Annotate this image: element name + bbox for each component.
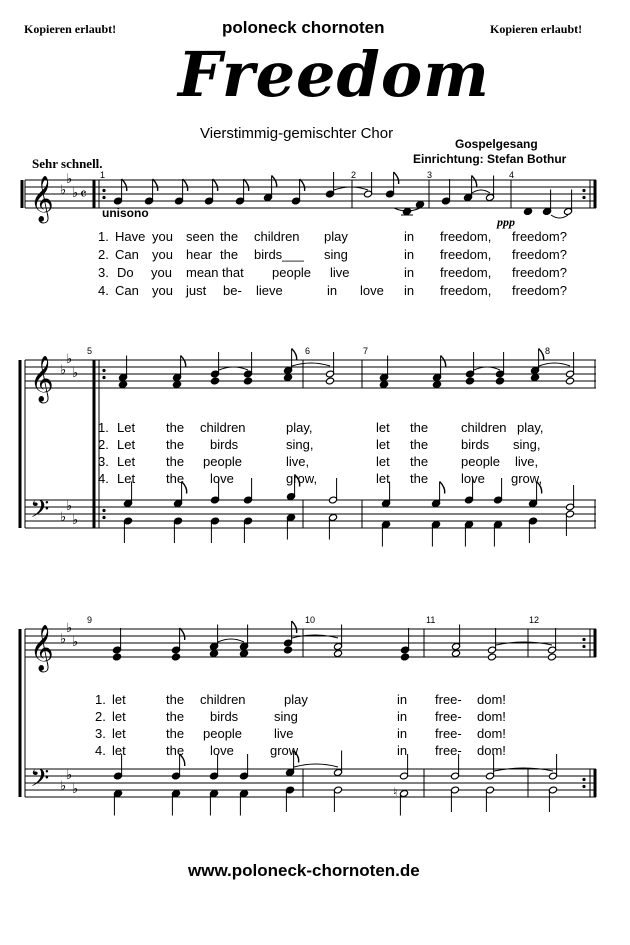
repeat-dot xyxy=(582,785,585,788)
music-glyph: ♭ xyxy=(60,363,67,378)
notehead xyxy=(118,381,127,389)
notehead xyxy=(112,653,121,661)
measure-number: 12 xyxy=(529,615,540,625)
publisher-name: poloneck chornoten xyxy=(222,18,385,37)
notehead xyxy=(172,381,181,389)
flag xyxy=(440,482,445,494)
lyric-syllable: people xyxy=(203,726,243,741)
lyric-syllable: in xyxy=(397,743,408,758)
tempo-marking: Sehr schnell. xyxy=(32,156,103,171)
flag xyxy=(394,172,399,184)
flag xyxy=(153,179,158,191)
lyric-syllable: 4. xyxy=(98,471,109,486)
music-glyph: ♭ xyxy=(66,621,73,636)
notehead xyxy=(530,374,539,382)
lyric-syllable: 4. xyxy=(98,283,109,298)
flag xyxy=(472,176,477,188)
lyric-syllable: the xyxy=(410,437,429,452)
lyric-syllable: 3. xyxy=(98,265,109,280)
lyric-syllable: 3. xyxy=(95,726,106,741)
music-glyph: 𝄞 xyxy=(30,625,54,671)
lyric-syllable: free- xyxy=(435,726,462,741)
measure-number: 4 xyxy=(509,170,515,180)
lyric-syllable: just xyxy=(186,283,207,298)
flag xyxy=(292,349,297,361)
tie xyxy=(472,190,490,193)
music-glyph: ♭ xyxy=(72,782,79,797)
footer-url: www.poloneck-chornoten.de xyxy=(188,861,420,880)
lyric-syllable: the xyxy=(166,709,185,724)
lyric-syllable: live, xyxy=(286,454,310,469)
flag xyxy=(300,179,305,191)
lyric-syllable: hear xyxy=(186,247,213,262)
lyric-syllable: dom! xyxy=(477,692,506,707)
notehead xyxy=(415,201,424,209)
notehead xyxy=(333,650,342,658)
lyric-syllable: 2. xyxy=(98,437,109,452)
repeat-dot xyxy=(102,376,105,379)
measure-number: 2 xyxy=(351,170,357,180)
measure-number: 3 xyxy=(427,170,433,180)
lyric-syllable: seen xyxy=(186,229,215,244)
measure-number: 1 xyxy=(100,170,106,180)
music-glyph: ♭ xyxy=(66,352,73,367)
lyric-syllable: live, xyxy=(515,454,539,469)
unisono-marking: unisono xyxy=(102,206,149,220)
lyric-syllable: sing xyxy=(324,247,348,262)
measure-number: 10 xyxy=(305,615,316,625)
lyric-syllable: play xyxy=(284,692,308,707)
notehead xyxy=(239,650,248,658)
repeat-dot xyxy=(582,638,585,641)
subtitle: Vierstimmig-gemischter Chor xyxy=(200,125,394,142)
song-title: Freedom xyxy=(178,38,490,111)
notehead xyxy=(243,377,252,385)
lyric-syllable: in xyxy=(397,726,408,741)
notehead xyxy=(379,381,388,389)
music-glyph: ♭ xyxy=(72,366,79,381)
lyric-syllable: dom! xyxy=(477,743,506,758)
repeat-dot xyxy=(582,196,585,199)
notehead xyxy=(171,653,180,661)
lyric-syllable: grow xyxy=(270,743,299,758)
lyric-syllable: free- xyxy=(435,692,462,707)
lyric-syllable: free- xyxy=(435,709,462,724)
lyric-syllable: love xyxy=(210,471,234,486)
lyric-syllable: in xyxy=(404,247,415,262)
lyric-syllable: let xyxy=(376,437,390,452)
lyric-syllable: Do xyxy=(117,265,134,280)
lyric-syllable: freedom, xyxy=(440,283,492,298)
lyric-syllable: Let xyxy=(117,437,136,452)
lyric-syllable: Let xyxy=(117,454,136,469)
lyric-syllable: the xyxy=(410,420,429,435)
flag xyxy=(180,754,185,766)
repeat-dot xyxy=(102,516,105,519)
flag xyxy=(294,751,299,763)
music-glyph: ♭ xyxy=(60,510,67,525)
lyric-syllable: mean xyxy=(186,265,219,280)
dynamic-marking: ppp xyxy=(497,215,515,229)
lyric-syllable: you xyxy=(152,247,173,262)
music-glyph: ♭ xyxy=(60,183,67,198)
lyric-syllable: in xyxy=(397,709,408,724)
lyric-syllable: in xyxy=(327,283,338,298)
lyric-syllable: sing xyxy=(274,709,298,724)
tie xyxy=(292,363,330,366)
lyric-syllable: in xyxy=(397,692,408,707)
tie xyxy=(218,639,244,642)
repeat-dot xyxy=(582,645,585,648)
staff-2-bass xyxy=(25,500,596,528)
flag xyxy=(244,179,249,191)
lyric-syllable: grow, xyxy=(511,471,543,486)
staff-1 xyxy=(25,180,596,208)
lyric-syllable: the xyxy=(166,743,185,758)
lyric-syllable: Let xyxy=(117,420,136,435)
lyric-syllable: the xyxy=(410,454,429,469)
notehead xyxy=(432,381,441,389)
notehead xyxy=(325,377,334,385)
measure-number: 7 xyxy=(363,346,369,356)
lyric-syllable: Let xyxy=(117,471,136,486)
lyric-syllable: love xyxy=(210,743,234,758)
lyric-syllable: freedom? xyxy=(512,283,567,298)
lyric-syllable: you xyxy=(151,265,172,280)
lyric-syllable: children xyxy=(254,229,300,244)
lyric-syllable: freedom? xyxy=(512,229,567,244)
flag xyxy=(213,179,218,191)
notehead xyxy=(283,374,292,382)
lyric-syllable: play, xyxy=(286,420,313,435)
lyric-syllable: birds___ xyxy=(254,247,304,262)
measure-number: 6 xyxy=(305,346,311,356)
flag xyxy=(180,628,185,640)
tie xyxy=(294,764,338,767)
arranger-label: Einrichtung: Stefan Bothur xyxy=(413,152,567,166)
lyric-syllable: live xyxy=(330,265,350,280)
copy-note-right: Kopieren erlaubt! xyxy=(490,22,583,36)
lyric-syllable: the xyxy=(220,247,239,262)
lyric-syllable: 2. xyxy=(95,709,106,724)
notehead xyxy=(547,653,556,661)
lyric-syllable: the xyxy=(166,471,185,486)
staff-3-bass xyxy=(25,769,596,797)
flag xyxy=(537,482,542,494)
lyric-syllable: the xyxy=(166,437,185,452)
flag xyxy=(441,356,446,368)
lyric-syllable: birds xyxy=(210,437,239,452)
music-glyph: ♭ xyxy=(60,779,67,794)
lyric-syllable: 3. xyxy=(98,454,109,469)
music-glyph: ♭ xyxy=(66,172,73,187)
lyric-syllable: let xyxy=(112,743,126,758)
notehead xyxy=(495,377,504,385)
lyric-syllable: dom! xyxy=(477,726,506,741)
lyric-syllable: Have xyxy=(115,229,146,244)
lyric-syllable: 1. xyxy=(95,692,106,707)
music-glyph: 𝄴 xyxy=(80,185,87,203)
tie xyxy=(539,363,570,366)
lyric-syllable: children xyxy=(200,420,246,435)
music-glyph: ♮ xyxy=(393,785,398,799)
music-glyph: 𝄞 xyxy=(30,176,54,222)
lyric-syllable: the xyxy=(166,420,185,435)
lyric-syllable: 1. xyxy=(98,420,109,435)
notehead xyxy=(565,377,574,385)
lyric-syllable: freedom, xyxy=(440,265,492,280)
lyric-syllable: play xyxy=(324,229,348,244)
notehead xyxy=(523,208,532,216)
lyric-syllable: freedom? xyxy=(512,265,567,280)
flag xyxy=(122,179,127,191)
flag xyxy=(183,179,188,191)
repeat-dot xyxy=(102,369,105,372)
lyric-syllable: birds xyxy=(461,437,490,452)
lyric-syllable: Can xyxy=(115,283,139,298)
music-glyph: ♭ xyxy=(66,768,73,783)
lyric-syllable: the xyxy=(166,692,185,707)
tie xyxy=(551,215,568,218)
music-glyph: ♭ xyxy=(60,632,67,647)
lyric-syllable: love xyxy=(360,283,384,298)
repeat-dot xyxy=(582,778,585,781)
lyric-syllable: let xyxy=(112,709,126,724)
flag xyxy=(181,356,186,368)
lyric-syllable: lieve xyxy=(256,283,283,298)
lyric-syllable: let xyxy=(376,454,390,469)
lyric-syllable: in xyxy=(404,283,415,298)
lyric-syllable: sing, xyxy=(513,437,541,452)
lyric-syllable: the xyxy=(166,726,185,741)
notehead xyxy=(451,650,460,658)
genre-label: Gospelgesang xyxy=(455,137,538,151)
repeat-dot xyxy=(102,189,105,192)
music-glyph: ♭ xyxy=(66,499,73,514)
measure-number: 5 xyxy=(87,346,93,356)
lyric-syllable: free- xyxy=(435,743,462,758)
lyric-syllable: let xyxy=(112,692,126,707)
lyric-syllable: let xyxy=(376,420,390,435)
repeat-dot xyxy=(582,189,585,192)
lyric-syllable: the xyxy=(220,229,239,244)
music-glyph: 𝄢 xyxy=(30,495,50,530)
lyric-syllable: children xyxy=(461,420,507,435)
lyric-syllable: freedom, xyxy=(440,247,492,262)
lyric-syllable: the xyxy=(166,454,185,469)
lyric-syllable: love xyxy=(461,471,485,486)
staff-2-treble xyxy=(25,360,596,388)
lyric-syllable: birds xyxy=(210,709,239,724)
lyric-syllable: the xyxy=(410,471,429,486)
repeat-dot xyxy=(102,509,105,512)
flag xyxy=(292,621,297,633)
lyric-syllable: people xyxy=(272,265,312,280)
lyric-syllable: 4. xyxy=(95,743,106,758)
flag xyxy=(295,475,300,487)
measure-number: 11 xyxy=(426,615,436,625)
repeat-dot xyxy=(102,196,105,199)
music-glyph: ♭ xyxy=(72,635,79,650)
music-glyph: ♭ xyxy=(72,513,79,528)
lyric-syllable: grow, xyxy=(286,471,318,486)
lyric-syllable: you xyxy=(152,229,173,244)
lyric-syllable: children xyxy=(200,692,246,707)
lyric-syllable: in xyxy=(404,265,415,280)
copy-note-left: Kopieren erlaubt! xyxy=(24,22,117,36)
notehead xyxy=(283,646,292,654)
lyric-syllable: let xyxy=(112,726,126,741)
lyric-syllable: play, xyxy=(517,420,544,435)
measure-number: 9 xyxy=(87,615,93,625)
lyric-syllable: live xyxy=(274,726,294,741)
lyric-syllable: in xyxy=(404,229,415,244)
notehead xyxy=(400,653,409,661)
flag xyxy=(182,482,187,494)
lyric-syllable: sing, xyxy=(286,437,314,452)
music-glyph: 𝄞 xyxy=(30,356,54,402)
lyric-syllable: be- xyxy=(223,283,242,298)
lyric-syllable: freedom? xyxy=(512,247,567,262)
lyric-syllable: Can xyxy=(115,247,139,262)
lyric-syllable: let xyxy=(376,471,390,486)
music-glyph: ♭ xyxy=(72,186,79,201)
lyric-syllable: people xyxy=(203,454,243,469)
lyric-syllable: 2. xyxy=(98,247,109,262)
notehead xyxy=(487,653,496,661)
notehead xyxy=(209,650,218,658)
lyric-syllable: that xyxy=(222,265,244,280)
notehead xyxy=(210,377,219,385)
flag xyxy=(539,349,544,361)
lyric-syllable: people xyxy=(461,454,501,469)
lyric-syllable: dom! xyxy=(477,709,506,724)
lyric-syllable: 1. xyxy=(98,229,109,244)
lyric-syllable: freedom, xyxy=(440,229,492,244)
measure-number: 8 xyxy=(545,346,551,356)
notehead xyxy=(465,377,474,385)
flag xyxy=(272,176,277,188)
lyric-syllable: you xyxy=(152,283,173,298)
music-glyph: 𝄢 xyxy=(30,764,50,799)
